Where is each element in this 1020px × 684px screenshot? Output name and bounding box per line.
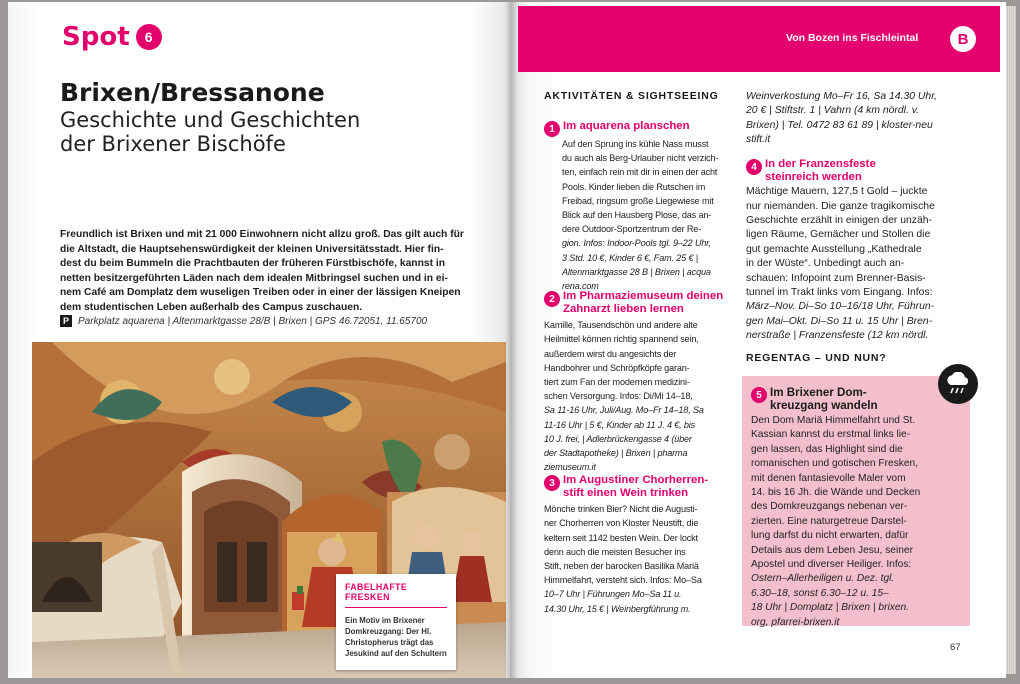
banner-letter-badge: B <box>950 26 976 52</box>
text-column-1 <box>544 90 740 614</box>
entry-title-line: Im aquarena planschen <box>563 120 690 132</box>
body-line: Geschichte erzählt in einigen der unzäh- <box>746 215 932 226</box>
body-line: Kassian kannst du erstmal links lie- <box>751 429 911 441</box>
body-line: ten, einfach rein mit dir in einen der acht <box>562 167 718 178</box>
rain-cloud-icon <box>938 364 978 404</box>
entry-title-line: stift einen Wein trinken <box>563 486 689 499</box>
body-line: Brixen) | Tel. 0472 83 61 89 | kloster-neu <box>746 119 933 131</box>
spot-marker <box>62 22 162 52</box>
body-line: ligen Räume, Gemächer und Stollen die <box>746 229 931 241</box>
entry-body <box>746 185 935 343</box>
body-line: Heilmittel können richtig spannend sein, <box>544 334 699 345</box>
entry-title-line: Im Brixener Dom- <box>770 386 867 399</box>
body-line: rena.com <box>562 281 599 292</box>
body-line: Sa 11-16 Uhr, Juli/Aug. Mo–Fr 14–18, Sa <box>544 405 704 416</box>
body-line: außerdem wirst du angesichts der <box>544 348 677 359</box>
entry-title-line: Im Augustiner Chorherren- <box>563 474 709 486</box>
body-line: nur niemanden. Die ganze tragikomische <box>746 200 935 212</box>
entry-pharmaziemuseum <box>544 290 723 474</box>
body-line: Mächtige Mauern, 127,5 t Gold – juckte <box>746 186 928 198</box>
body-line: gen lassen, das Highlight sind die <box>751 443 903 455</box>
intro-line: die Altstadt, die Hauptsehenswürdigkeit der kleinen Universitätsstadt. Hier fin- <box>60 243 444 255</box>
body-line: Stift, neben der barocken Basilika Mariä <box>544 561 699 571</box>
chapter-subtitle-line: Geschichte und Geschichten <box>60 108 361 132</box>
body-line: Kamille, Tausendschön und andere alte <box>544 320 698 331</box>
page-number: 67 <box>950 642 961 653</box>
entry-title-line: steinreich werden <box>765 170 862 183</box>
body-line: Blick auf den Hausberg Plose, das an- <box>562 210 712 221</box>
body-line: des Domkreuzgangs nebenan ver- <box>751 501 908 513</box>
right-page <box>510 2 1006 678</box>
body-line: romanischen und gotischen Fresken, <box>751 458 919 470</box>
body-line: Details aus dem Leben Jesu, seiner <box>751 544 913 556</box>
banner-label: Von Bozen ins Fischleintal <box>786 32 919 44</box>
caption-line: Domkreuzgang: Der Hl. <box>345 627 432 636</box>
entry-number-badge: 5 <box>751 387 767 403</box>
section-heading-activities: AKTIVITÄTEN & SIGHTSEEING <box>544 90 719 102</box>
left-page <box>8 2 510 678</box>
body-line: Himmelfahrt, versteht sich. Infos: Mo–Sa <box>544 575 702 586</box>
intro-paragraph <box>60 228 480 316</box>
caption-line: Christopherus trägt das <box>345 638 434 647</box>
body-line: Apostel und diverser Heiliger. Infos: <box>751 559 912 571</box>
body-line: Mönche trinken Bier? Nicht die Augusti- <box>544 504 698 515</box>
page-edges <box>1006 6 1016 674</box>
chapter-title: Brixen/Bressanone <box>60 78 325 107</box>
entry-title <box>751 386 961 412</box>
caption-line: Ein Motiv im Brixener <box>345 616 425 625</box>
body-line: 14.30 Uhr, 15 € | Weinbergführung m. <box>544 603 691 614</box>
entry-title-line: kreuzgang wandeln <box>770 399 878 412</box>
body-line: 10–7 Uhr | Führungen Mo–Sa 11 u. <box>544 589 682 600</box>
entry-title-line: Zahnarzt lieben lernen <box>563 302 684 315</box>
intro-line: dem studentischen Leben außerhalb des Campus zuschauen. <box>60 301 363 313</box>
body-line: gion. Infos: Indoor-Pools tgl. 9–22 Uhr, <box>562 238 712 249</box>
body-line: schen Versorgung. Infos: Di/Mi 14–18, <box>544 391 693 402</box>
caption-line: Jesukind auf den Schultern <box>345 649 447 658</box>
body-line: nerstraße | Franzensfeste (12 km nördl. <box>746 330 929 342</box>
entry-title <box>544 290 723 315</box>
entry-body <box>751 414 961 630</box>
entry-body <box>562 137 718 293</box>
chapter-subtitle-line: der Brixener Bischöfe <box>60 132 286 156</box>
parking-icon: P <box>60 315 72 327</box>
body-line: org, pfarrei-brixen.it <box>751 616 840 628</box>
caption-text <box>345 615 447 659</box>
entry-number-badge: 2 <box>544 291 560 307</box>
entry-body <box>544 318 723 474</box>
book-spine-shadow <box>504 2 518 678</box>
entry-franzensfeste <box>746 158 935 344</box>
body-line: du auch als Berg-Urlauber nicht verzich- <box>562 153 719 164</box>
parking-info <box>60 315 427 327</box>
intro-line: Freundlich ist Brixen und mit 21 000 Einwohnern nicht allzu groß. Das gilt auch für <box>60 229 464 240</box>
entry-number-badge: 4 <box>746 159 762 175</box>
body-line: keltern seit 1142 besten Wein. Der lockt <box>544 532 698 543</box>
body-line: 6.30–18, sonst 6.30–12 u. 15– <box>751 587 889 599</box>
body-line: Altenmarktgasse 28 B | Brixen | acqua <box>562 266 711 277</box>
body-line: 18 Uhr | Domplatz | Brixen | brixen. <box>751 602 909 614</box>
entry-title-line: Im Pharmaziemuseum deinen <box>563 290 724 302</box>
body-line: ner Chorherren von Kloster Neustift, die <box>544 518 699 529</box>
body-line: tunnel im Trakt links vom Eingang. Infos: <box>746 287 933 299</box>
body-line: 10 J. frei, | Adlerbrückengasse 4 (über <box>544 433 692 444</box>
entry-title <box>544 120 718 137</box>
body-line: Auf den Sprung ins kühle Nass musst <box>562 139 709 149</box>
body-line: Weinverkostung Mo–Fr 16, Sa 14.30 Uhr, <box>746 91 937 102</box>
entry-title <box>746 158 935 183</box>
parking-text: Parkplatz aquarena | Altenmarktgasse 28/B | Brixen | GPS 46.72051, 11.65700 <box>78 315 428 327</box>
body-line: dere Outdoor-Sportzentrum der Re- <box>562 224 702 235</box>
entry-number-badge: 1 <box>544 121 560 137</box>
intro-line: netten besitzergeführten Läden nach dem idealen Mitbringsel suchen und in ei- <box>60 272 448 284</box>
body-line: ziemuseum.it <box>544 462 596 473</box>
entry-augustiner-chorherrenstift <box>544 474 708 616</box>
chapter-title-block <box>60 78 480 156</box>
body-line: mit denen fantasievolle Maler vom <box>751 472 906 484</box>
photo-caption-box <box>336 574 456 670</box>
caption-divider <box>345 607 447 608</box>
body-line: 14. bis 16 Jh. die Wände und Decken <box>751 487 921 499</box>
caption-heading: FABELHAFTE FRESKEN <box>345 582 408 602</box>
body-line: 3 Std. 10 €, Kinder 6 €, Fam. 25 € | <box>562 252 698 263</box>
spot-label: Spot <box>62 22 130 52</box>
body-line: lung darfst du nicht erwarten, dafür <box>751 530 909 542</box>
rainy-day-box <box>742 376 970 626</box>
entry-number-badge: 3 <box>544 475 560 491</box>
body-line: gen Mai–Okt. Di–So 11 u. 15 Uhr | Bren- <box>746 315 933 327</box>
body-line: 11-16 Uhr | 5 €, Kinder ab 11 J. 4 €, bis <box>544 419 696 430</box>
body-line: tiert zum Fan der modernen medizini- <box>544 377 690 387</box>
entry-title-line: In der Franzensfeste <box>765 158 876 170</box>
entry-body <box>544 502 708 616</box>
body-line: Handbohrer und Schröpfköpfe garan- <box>544 362 690 373</box>
body-line: Ostern–Allerheiligen u. Dez. tgl. <box>751 573 895 585</box>
intro-line: dest du beim Bummeln die Prachtbauten der früheren Fürstbischöfe, kannst in <box>60 258 446 270</box>
body-line: gut gemachte Ausstellung „Kathedrale <box>746 243 922 255</box>
spot-number-badge: 6 <box>136 24 162 50</box>
body-line: März–Nov. Di–So 10–16/18 Uhr, Führun- <box>746 301 935 313</box>
entry-title <box>544 474 708 499</box>
body-line: der Stadtapotheke) | Brixen | pharma <box>544 448 688 459</box>
section-heading-rainy-day: REGENTAG – UND NUN? <box>746 352 887 364</box>
body-line: schauen: Infopoint zum Brenner-Basis- <box>746 272 926 284</box>
intro-line: nem Café am Domplatz dem wuseligen Treiben oder in einer der lässigen Kneipen <box>60 287 461 299</box>
body-line: zierten. Eine naturgetreue Darstel- <box>751 515 907 527</box>
body-line: denn auch die meisten Besucher ins <box>544 546 686 557</box>
body-line: stift.it <box>746 134 771 146</box>
entry-augustiner-continued <box>746 90 937 148</box>
body-line: in der Wüste“. Unbedingt auch an- <box>746 258 905 270</box>
entry-aquarena <box>544 120 718 293</box>
body-line: Pools. Kinder lieben die Rutschen im <box>562 181 706 192</box>
body-line: Den Dom Mariä Himmelfahrt und St. <box>751 415 916 426</box>
body-line: 20 € | Stiftstr. 1 | Vahrn (4 km nördl. v. <box>746 105 920 117</box>
body-line: Freibad, ringsum große Liegewiese mit <box>562 195 714 206</box>
open-book <box>8 2 1014 678</box>
chapter-banner <box>518 6 1000 72</box>
